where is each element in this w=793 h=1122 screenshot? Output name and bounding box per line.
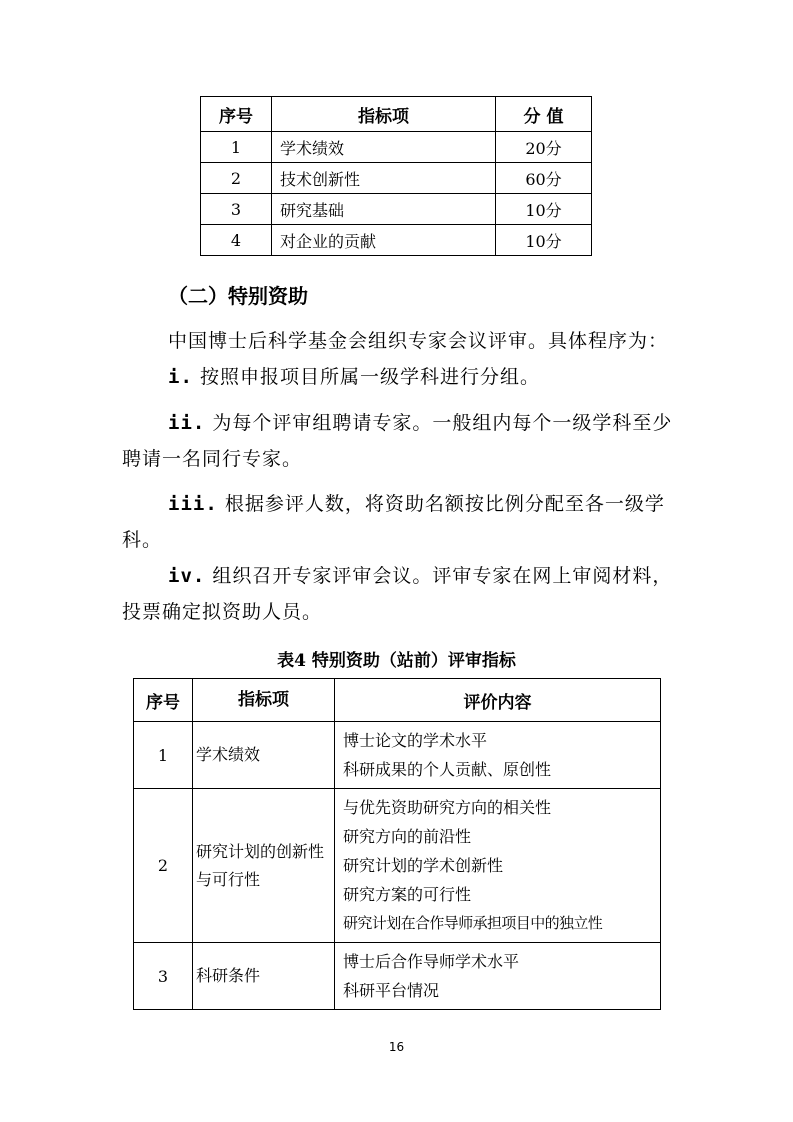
content-line: 研究计划在合作导师承担项目中的独立性 — [343, 914, 603, 932]
step-text: 为每个评审组聘请专家。一般组内每个一级学科至少聘请一名同行专家。 — [122, 412, 673, 470]
scoring-table — [200, 96, 592, 256]
intro-text: 中国博士后科学基金会组织专家会议评审。具体程序为： — [168, 330, 669, 352]
table-cell: 10分 — [496, 194, 592, 225]
table-row — [134, 943, 661, 1010]
table-header-row — [201, 97, 592, 132]
section-heading: （二）特别资助 — [168, 284, 308, 308]
table-cell: 2 — [134, 789, 193, 943]
table-header-row — [134, 679, 661, 722]
content-line: 科研成果的个人贡献、原创性 — [343, 760, 552, 779]
header-cell: 序号 — [134, 679, 193, 722]
table-row — [201, 132, 592, 163]
table-cell: 研究计划的创新性与可行性 — [193, 789, 335, 943]
content-line: 与优先资助研究方向的相关性 — [343, 798, 552, 817]
table-cell: 学术绩效 — [272, 132, 496, 163]
step-label: ii. — [168, 412, 206, 434]
table-cell: 20分 — [496, 132, 592, 163]
header-cell: 指标项 — [193, 679, 335, 722]
step-text: 组织召开专家评审会议。评审专家在网上审阅材料，投票确定拟资助人员。 — [122, 565, 673, 623]
table-cell: 60分 — [496, 163, 592, 194]
table-caption: 表4 特别资助（站前）评审指标 — [277, 651, 516, 671]
table-cell: 3 — [134, 943, 193, 1010]
paragraph-step-1 — [122, 359, 682, 395]
step-text: 按照申报项目所属一级学科进行分组。 — [199, 366, 540, 388]
paragraph-step-2 — [122, 405, 682, 477]
content-line: 研究方案的可行性 — [343, 885, 472, 904]
step-label: i. — [168, 366, 193, 388]
table-cell-contents — [335, 943, 661, 1010]
table-cell: 研究基础 — [272, 194, 496, 225]
evaluation-table — [133, 678, 661, 1010]
table-row — [134, 789, 661, 943]
paragraph-step-4 — [122, 558, 682, 630]
header-cell: 分 值 — [496, 97, 592, 132]
page-number: 16 — [388, 1040, 405, 1054]
table-cell: 10分 — [496, 225, 592, 256]
step-text: 根据参评人数，将资助名额按比例分配至各一级学科。 — [122, 493, 665, 551]
paragraph-intro — [122, 323, 682, 359]
content-line: 研究计划的学术创新性 — [343, 856, 504, 875]
table-cell: 4 — [201, 225, 272, 256]
table-cell: 3 — [201, 194, 272, 225]
table-row — [201, 163, 592, 194]
paragraph-step-3 — [122, 486, 682, 558]
header-cell: 评价内容 — [335, 679, 661, 722]
table-cell: 科研条件 — [193, 943, 335, 1010]
table-row — [201, 225, 592, 256]
table-row — [201, 194, 592, 225]
header-cell: 序号 — [201, 97, 272, 132]
content-line: 博士后合作导师学术水平 — [343, 952, 520, 971]
table-cell-contents — [335, 789, 661, 943]
table-cell: 1 — [201, 132, 272, 163]
step-label: iii. — [168, 493, 218, 515]
table-cell: 1 — [134, 722, 193, 789]
table-cell-contents — [335, 722, 661, 789]
table-cell: 学术绩效 — [193, 722, 335, 789]
table-row — [134, 722, 661, 789]
table-cell: 技术创新性 — [272, 163, 496, 194]
step-label: iv. — [168, 565, 206, 587]
header-cell: 指标项 — [272, 97, 496, 132]
table-cell: 2 — [201, 163, 272, 194]
content-line: 科研平台情况 — [343, 981, 440, 1000]
content-line: 博士论文的学术水平 — [343, 731, 488, 750]
table-cell: 对企业的贡献 — [272, 225, 496, 256]
content-line: 研究方向的前沿性 — [343, 827, 472, 846]
